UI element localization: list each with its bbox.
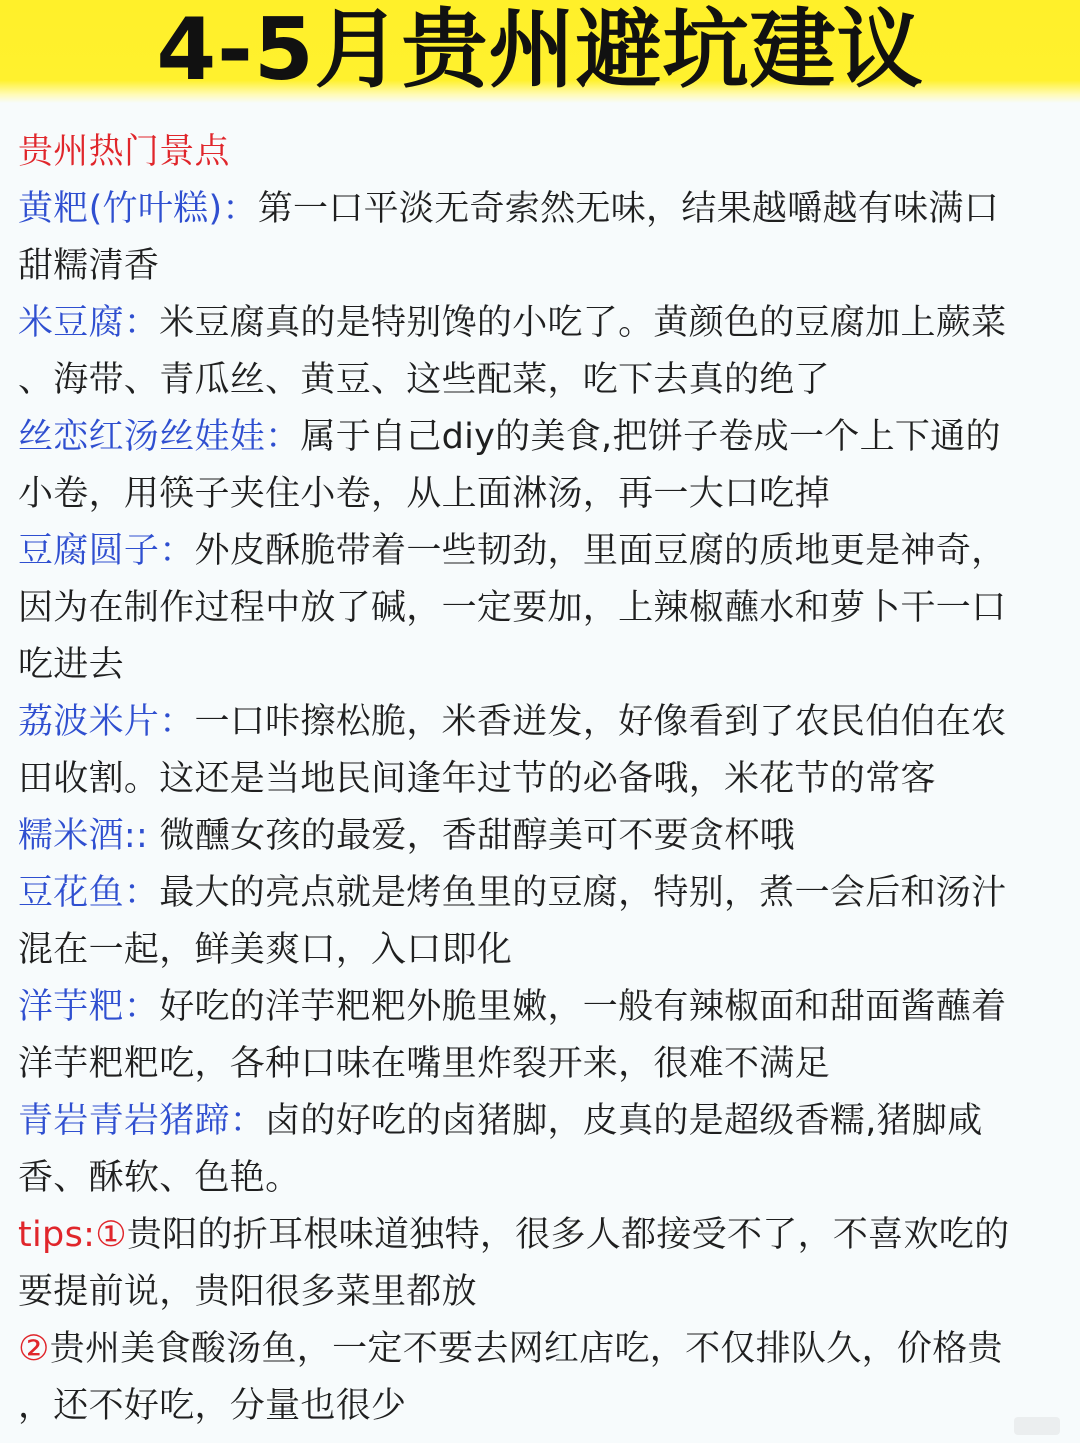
description-text: 贵阳的折耳根味道独特，很多人都接受不了，不喜欢吃的 bbox=[126, 1215, 1010, 1255]
food-name-label: 丝恋红汤丝娃娃： bbox=[18, 417, 301, 457]
food-name-label: 糯米酒:: bbox=[18, 816, 149, 856]
text-line bbox=[18, 523, 1066, 580]
text-line bbox=[18, 808, 1066, 865]
description-text: 混在一起，鲜美爽口，入口即化 bbox=[18, 930, 513, 970]
description-text: 微醺女孩的最爱，香甜醇美可不要贪杯哦 bbox=[148, 816, 795, 856]
text-line bbox=[18, 1150, 1066, 1207]
description-text: 甜糯清香 bbox=[18, 246, 160, 286]
description-text: 卤的好吃的卤猪脚，皮真的是超级香糯,猪脚咸 bbox=[265, 1101, 983, 1141]
text-line bbox=[18, 580, 1066, 637]
text-line bbox=[18, 238, 1066, 295]
text-line bbox=[18, 751, 1066, 808]
text-line bbox=[18, 181, 1066, 238]
text-line bbox=[18, 922, 1066, 979]
description-text: ，还不好吃，分量也很少 bbox=[18, 1386, 407, 1426]
description-text: 香、酥软、色艳。 bbox=[18, 1158, 301, 1198]
description-text: 要提前说，贵阳很多菜里都放 bbox=[18, 1272, 477, 1312]
text-line bbox=[18, 352, 1066, 409]
section-heading bbox=[18, 124, 1066, 181]
text-line bbox=[18, 865, 1066, 922]
description-text: 洋芋粑粑吃，各种口味在嘴里炸裂开来，很难不满足 bbox=[18, 1044, 830, 1084]
description-text: 吃进去 bbox=[18, 645, 124, 685]
tips-marker: tips:① bbox=[18, 1215, 127, 1255]
food-name-label: 荔波米片： bbox=[18, 702, 195, 742]
title-banner bbox=[0, 0, 1080, 103]
description-text: 最大的亮点就是烤鱼里的豆腐，特别，煮一会后和汤汁 bbox=[159, 873, 1007, 913]
description-text: 田收割。这还是当地民间逢年过节的必备哦，米花节的常客 bbox=[18, 759, 936, 799]
watermark-mark bbox=[1014, 1417, 1060, 1435]
text-line bbox=[18, 1321, 1066, 1378]
food-list bbox=[18, 181, 1066, 1435]
text-line bbox=[18, 1378, 1066, 1435]
text-line bbox=[18, 979, 1066, 1036]
description-text: 米豆腐真的是特别馋的小吃了。黄颜色的豆腐加上蕨菜 bbox=[159, 303, 1007, 343]
text-line bbox=[18, 637, 1066, 694]
description-text: 一口咔擦松脆，米香迸发，好像看到了农民伯伯在农 bbox=[194, 702, 1007, 742]
description-text: 第一口平淡无奇索然无味，结果越嚼越有味满口 bbox=[257, 189, 1000, 229]
description-text: 、海带、青瓜丝、黄豆、这些配菜，吃下去真的绝了 bbox=[18, 360, 830, 400]
food-name-label: 豆腐圆子： bbox=[18, 531, 195, 571]
text-line bbox=[18, 694, 1066, 751]
page-title: 4-5月贵州避坑建议 bbox=[156, 0, 924, 100]
description-text: 属于自己diy的美食,把饼子卷成一个上下通的 bbox=[300, 417, 1001, 457]
text-line bbox=[18, 466, 1066, 523]
text-line bbox=[18, 1264, 1066, 1321]
article-body bbox=[18, 124, 1066, 1435]
text-line bbox=[18, 1093, 1066, 1150]
description-text: 小卷，用筷子夹住小卷，从上面淋汤，再一大口吃掉 bbox=[18, 474, 830, 514]
description-text: 贵州美食酸汤鱼，一定不要去网红店吃，不仅排队久，价格贵 bbox=[49, 1329, 1003, 1369]
food-name-label: 洋芋粑： bbox=[18, 987, 160, 1027]
description-text: 好吃的洋芋粑粑外脆里嫩，一般有辣椒面和甜面酱蘸着 bbox=[159, 987, 1007, 1027]
food-name-label: 青岩青岩猪蹄： bbox=[18, 1101, 266, 1141]
food-name-label: 黄粑(竹叶糕)： bbox=[18, 189, 258, 229]
text-line bbox=[18, 1036, 1066, 1093]
tips-marker: ② bbox=[18, 1329, 50, 1369]
description-text: 外皮酥脆带着一些韧劲，里面豆腐的质地更是神奇， bbox=[194, 531, 1007, 571]
description-text: 因为在制作过程中放了碱，一定要加，上辣椒蘸水和萝卜干一口 bbox=[18, 588, 1007, 628]
text-line bbox=[18, 409, 1066, 466]
section-heading-text: 贵州热门景点 bbox=[18, 132, 230, 172]
text-line bbox=[18, 1207, 1066, 1264]
food-name-label: 豆花鱼： bbox=[18, 873, 160, 913]
food-name-label: 米豆腐： bbox=[18, 303, 160, 343]
text-line bbox=[18, 295, 1066, 352]
